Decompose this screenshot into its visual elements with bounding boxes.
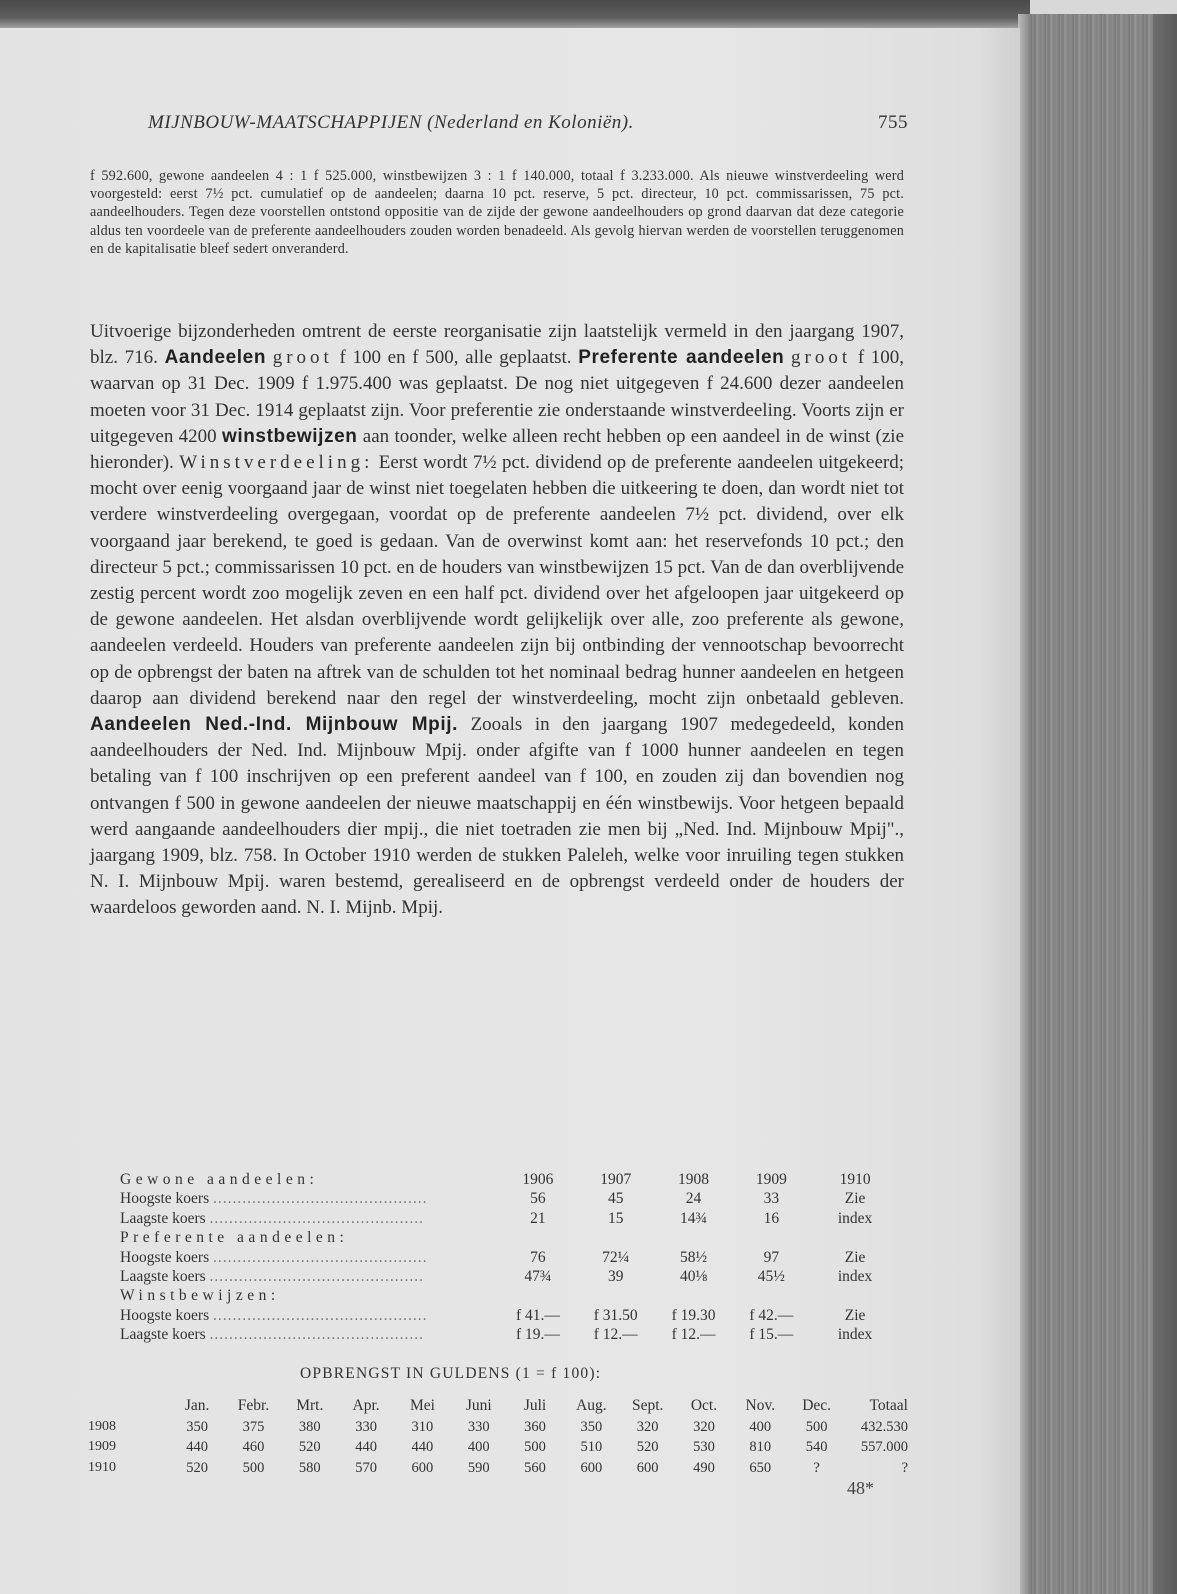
total-header: Totaal xyxy=(869,1397,908,1414)
section-title: Winstbewijzen: xyxy=(120,1287,280,1305)
total-cell: ? xyxy=(901,1459,908,1476)
year-header: 1909 xyxy=(755,1171,787,1188)
cell: 540 xyxy=(805,1439,828,1455)
cell: f 19.— xyxy=(515,1326,560,1344)
cell: 33 xyxy=(763,1190,780,1208)
leader-dots: ............................................ xyxy=(213,1306,428,1324)
total-cell: 557.000 xyxy=(860,1439,908,1455)
row-year: 1910 xyxy=(88,1459,116,1475)
row-year: 1909 xyxy=(88,1439,116,1454)
cell: ? xyxy=(813,1459,820,1476)
month-header: Dec. xyxy=(802,1397,832,1414)
cell: 590 xyxy=(467,1459,490,1476)
cell: f 12.— xyxy=(593,1326,638,1344)
cell: 650 xyxy=(749,1459,772,1476)
cell: 45 xyxy=(607,1190,624,1208)
month-header: Febr. xyxy=(237,1397,270,1414)
leader-dots: ............................................ xyxy=(209,1326,425,1344)
cell: index xyxy=(837,1209,873,1227)
leader-dots: ............................................ xyxy=(213,1248,428,1266)
cell: 375 xyxy=(242,1418,265,1435)
year-header: 1906 xyxy=(522,1171,554,1188)
cell: 47¾ xyxy=(524,1267,552,1285)
cell: 490 xyxy=(693,1459,715,1476)
total-cell: 432.530 xyxy=(860,1418,908,1435)
cell: 500 xyxy=(242,1459,265,1476)
cell: 72¼ xyxy=(602,1248,630,1266)
cell: 320 xyxy=(693,1418,715,1435)
cell: 350 xyxy=(580,1418,603,1435)
cell: 39 xyxy=(607,1267,624,1285)
cell: Zie xyxy=(844,1248,866,1266)
intro-paragraph: f 592.600, gewone aandeelen 4 : 1 f 525.000, winstbewijzen 3 : 1 f 140.000, totaal f 3.233.000. Als nieuwe winstverdeeling werd voorgesteld: eerst 7½ pct. cumulatief op de aandeelen; daarna 10 pct. reserve, 5 pct. directeur, 10 pct. commissarissen, 75 pct. aandeelhouders. Tegen deze voorstellen ontstond oppositie van de zijde der gewone aandeelhouders op grond daarvan dat deze categorie aldus ten voordeele van de preferente aandeelhouders zouden worden benadeeld. Als gevolg hiervan werden de voorstellen teruggenomen en de kapitalisatie bleef sedert onveranderd. xyxy=(90,168,904,257)
table-row xyxy=(120,1209,900,1228)
cell: 460 xyxy=(242,1439,265,1455)
label-groot: groot xyxy=(272,347,333,369)
heading-aandeelen: Aandeelen xyxy=(164,347,267,369)
book-page-edges xyxy=(1018,14,1177,1594)
table-row xyxy=(120,1189,900,1208)
month-header: Jan. xyxy=(184,1397,210,1414)
table-row xyxy=(120,1248,900,1267)
leader-dots: ............................................ xyxy=(209,1209,425,1227)
cell: f 19.30 xyxy=(671,1306,716,1324)
section-title: Preferente aandeelen: xyxy=(120,1229,349,1247)
cell: 600 xyxy=(411,1459,434,1476)
table-row xyxy=(88,1417,908,1438)
page-number: 755 xyxy=(878,112,908,133)
row-label: Hoogste koers xyxy=(120,1190,210,1208)
koers-header-row xyxy=(120,1170,900,1189)
heading-winstverdeeling: Winstverdeeling: xyxy=(179,452,374,474)
month-header: Sept. xyxy=(631,1397,664,1414)
label-groot: groot xyxy=(791,347,852,369)
opbrengst-title: OPBRENGST IN GULDENS (1 = f 100): xyxy=(300,1365,602,1382)
cell: index xyxy=(837,1267,873,1285)
month-header: Apr. xyxy=(352,1397,380,1414)
opbrengst-table xyxy=(88,1396,908,1478)
text-reorganisatie: Uitvoerige bijzonderheden omtrent de eerste reorganisatie zijn laatstelijk vermeld in den jaargang 1907, blz. 716. xyxy=(90,321,904,369)
month-header: Mei xyxy=(409,1397,435,1414)
cell: 76 xyxy=(530,1248,546,1266)
cell: 320 xyxy=(636,1418,659,1435)
cell: 530 xyxy=(693,1439,715,1455)
opbrengst-header-row xyxy=(88,1396,908,1417)
month-header: Juli xyxy=(523,1397,547,1414)
cell: 500 xyxy=(805,1418,828,1435)
cell: 520 xyxy=(186,1459,209,1476)
cell: 40⅛ xyxy=(679,1267,708,1285)
month-header: Mrt. xyxy=(296,1397,324,1414)
cell: 360 xyxy=(524,1418,546,1435)
cell: 560 xyxy=(524,1459,546,1476)
cell: 400 xyxy=(467,1439,490,1455)
cell: 600 xyxy=(580,1459,603,1476)
cell: Zie xyxy=(844,1190,866,1208)
table-row xyxy=(120,1267,900,1286)
cell: f 42.— xyxy=(749,1306,794,1324)
cell: f 31.50 xyxy=(593,1306,638,1324)
month-header: Nov. xyxy=(745,1397,776,1414)
section-row xyxy=(120,1286,900,1305)
row-label: Laagste koers xyxy=(120,1326,206,1344)
table-row xyxy=(120,1306,900,1325)
table-row xyxy=(88,1458,908,1479)
month-header: Aug. xyxy=(576,1397,607,1414)
leader-dots: ............................................ xyxy=(213,1190,428,1208)
text-winstverdeeling: Eerst wordt 7½ pct. dividend op de preferente aandeelen uitgekeerd; mocht over eenig voorgaand jaar de winst niet toegelaten hebben die uitkeering te doen, dan wordt niet tot verdere winstverdeeling overgegaan, voordat op de preferente aandeelen 7½ pct. dividend, over elk voorgaand jaar berekend, te goed is gedaan. Van de overwinst komt aan: het reservefonds 10 pct.; den directeur 5 pct.; commissarissen 10 pct. en de houders van winstbewijzen 15 pct. Van de dan overblijvende zestig percent wordt zoo mogelijk zeven en een half pct. dividend over het afgeloopen jaar uitgekeerd op de gewone aandeelen. Het alsdan overblijvende wordt gelijkelijk over alle, zoo preferente als gewone, aandeelen verdeeld. Houders van preferente aandeelen zijn bij ontbinding der vennootschap bevoorrecht op de opbrengst der baten na aftrek van de schulden tot het nominaal bedrag hunner aandeelen en hetgeen daarop aan dividend berekend naar den regel der winstverdeeling, mocht zijn onbetaald gebleven. xyxy=(90,452,904,709)
cell: 58½ xyxy=(679,1248,708,1266)
heading-preferente-aandeelen: Preferente aandeelen xyxy=(578,347,785,369)
cell: 56 xyxy=(530,1190,546,1208)
cell: 520 xyxy=(298,1439,321,1455)
table-row xyxy=(120,1325,900,1344)
row-label: Laagste koers xyxy=(120,1209,206,1227)
signature-mark: 48* xyxy=(847,1478,874,1498)
cell: 520 xyxy=(636,1439,659,1455)
cell: 570 xyxy=(355,1459,377,1476)
year-header: 1910 xyxy=(839,1171,871,1188)
row-label: Hoogste koers xyxy=(120,1306,210,1324)
cell: Zie xyxy=(844,1306,866,1324)
text-winstbewijzen: aan toonder, welke alleen recht hebben op een aandeel in de winst (zie hieronder). xyxy=(90,425,904,474)
cell: 16 xyxy=(763,1209,780,1227)
row-label: Laagste koers xyxy=(120,1267,206,1285)
cell: 440 xyxy=(186,1439,209,1455)
cell: 24 xyxy=(685,1190,702,1208)
heading-ned-ind-mijnbouw: Aandeelen Ned.-Ind. Mijnbouw Mpij. xyxy=(90,714,458,736)
cell: 600 xyxy=(636,1459,659,1476)
cell: 510 xyxy=(580,1439,603,1455)
table-row xyxy=(88,1437,908,1458)
cell: 400 xyxy=(749,1418,772,1435)
cell: 330 xyxy=(467,1418,490,1435)
cell: 440 xyxy=(411,1439,434,1455)
section-row xyxy=(120,1228,900,1247)
text-aandeelen-nominaal: f 100 en f 500, alle geplaatst. xyxy=(339,347,572,369)
cell: f 15.— xyxy=(749,1326,794,1344)
row-year: 1908 xyxy=(88,1418,116,1434)
cell: 15 xyxy=(607,1209,624,1227)
year-header: 1907 xyxy=(600,1171,632,1188)
cell: f 12.— xyxy=(671,1326,716,1344)
text-preferente: f 100, waarvan op 31 Dec. 1909 f 1.975.400 was geplaatst. De nog niet uitgegeven f 24.600 dezer aandeelen moeten voor 31 Dec. 1914 geplaatst zijn. Voor preferentie zie onderstaande winstverdeeling. Voorts zijn er uitgegeven 4200 xyxy=(90,347,905,447)
cell: 350 xyxy=(186,1418,209,1435)
cell: 580 xyxy=(298,1459,321,1476)
leader-dots: ............................................ xyxy=(209,1267,425,1285)
row-label: Hoogste koers xyxy=(120,1248,210,1266)
main-paragraph xyxy=(90,319,904,922)
cell: 380 xyxy=(298,1418,321,1435)
cell: 810 xyxy=(749,1439,772,1455)
text-ned-ind-mijnbouw: Zooals in den jaargang 1907 medegedeeld, konden aandeelhouders der Ned. Ind. Mijnbouw Mpij. onder afgifte van f 1000 hunner aandeelen en tegen betaling van f 100 inschrijven op een preferent aandeel van f 100, en zouden zij dan bovendien nog ontvangen f 500 in gewone aandeelen der nieuwe maatschappij en één winstbewijs. Voor hetgeen bepaald werd aangaande aandeelhouders dier mpij., die niet toetraden zie men bij „Ned. Ind. Mijnbouw Mpij"., jaargang 1909, blz. 758. In October 1910 werden de stukken Paleleh, welke voor inruiling tegen stukken N. I. Mijnbouw Mpij. waren bestemd, gerealiseerd en de opbrengst verdeeld onder de houders der waardeloos geworden aand. N. I. Mijnb. Mpij. xyxy=(90,714,904,919)
year-header: 1908 xyxy=(678,1171,710,1188)
month-header: Juni xyxy=(465,1397,492,1414)
cell: 14¾ xyxy=(679,1209,708,1227)
section-title: Gewone aandeelen: xyxy=(120,1171,319,1188)
heading-winstbewijzen: winstbewijzen xyxy=(221,425,358,447)
cell: 21 xyxy=(530,1209,546,1227)
cell: 500 xyxy=(524,1439,546,1455)
cell: f 41.— xyxy=(515,1306,560,1324)
koers-table xyxy=(120,1170,900,1345)
cell: 97 xyxy=(763,1248,780,1266)
cell: 440 xyxy=(355,1439,377,1455)
running-title: MIJNBOUW-MAATSCHAPPIJEN (Nederland en Koloniën). xyxy=(148,112,634,133)
cell: 45½ xyxy=(757,1267,785,1285)
running-head xyxy=(148,112,908,134)
cell: 310 xyxy=(411,1418,434,1435)
month-header: Oct. xyxy=(690,1397,718,1414)
cell: index xyxy=(837,1326,873,1344)
cell: 330 xyxy=(355,1418,377,1435)
